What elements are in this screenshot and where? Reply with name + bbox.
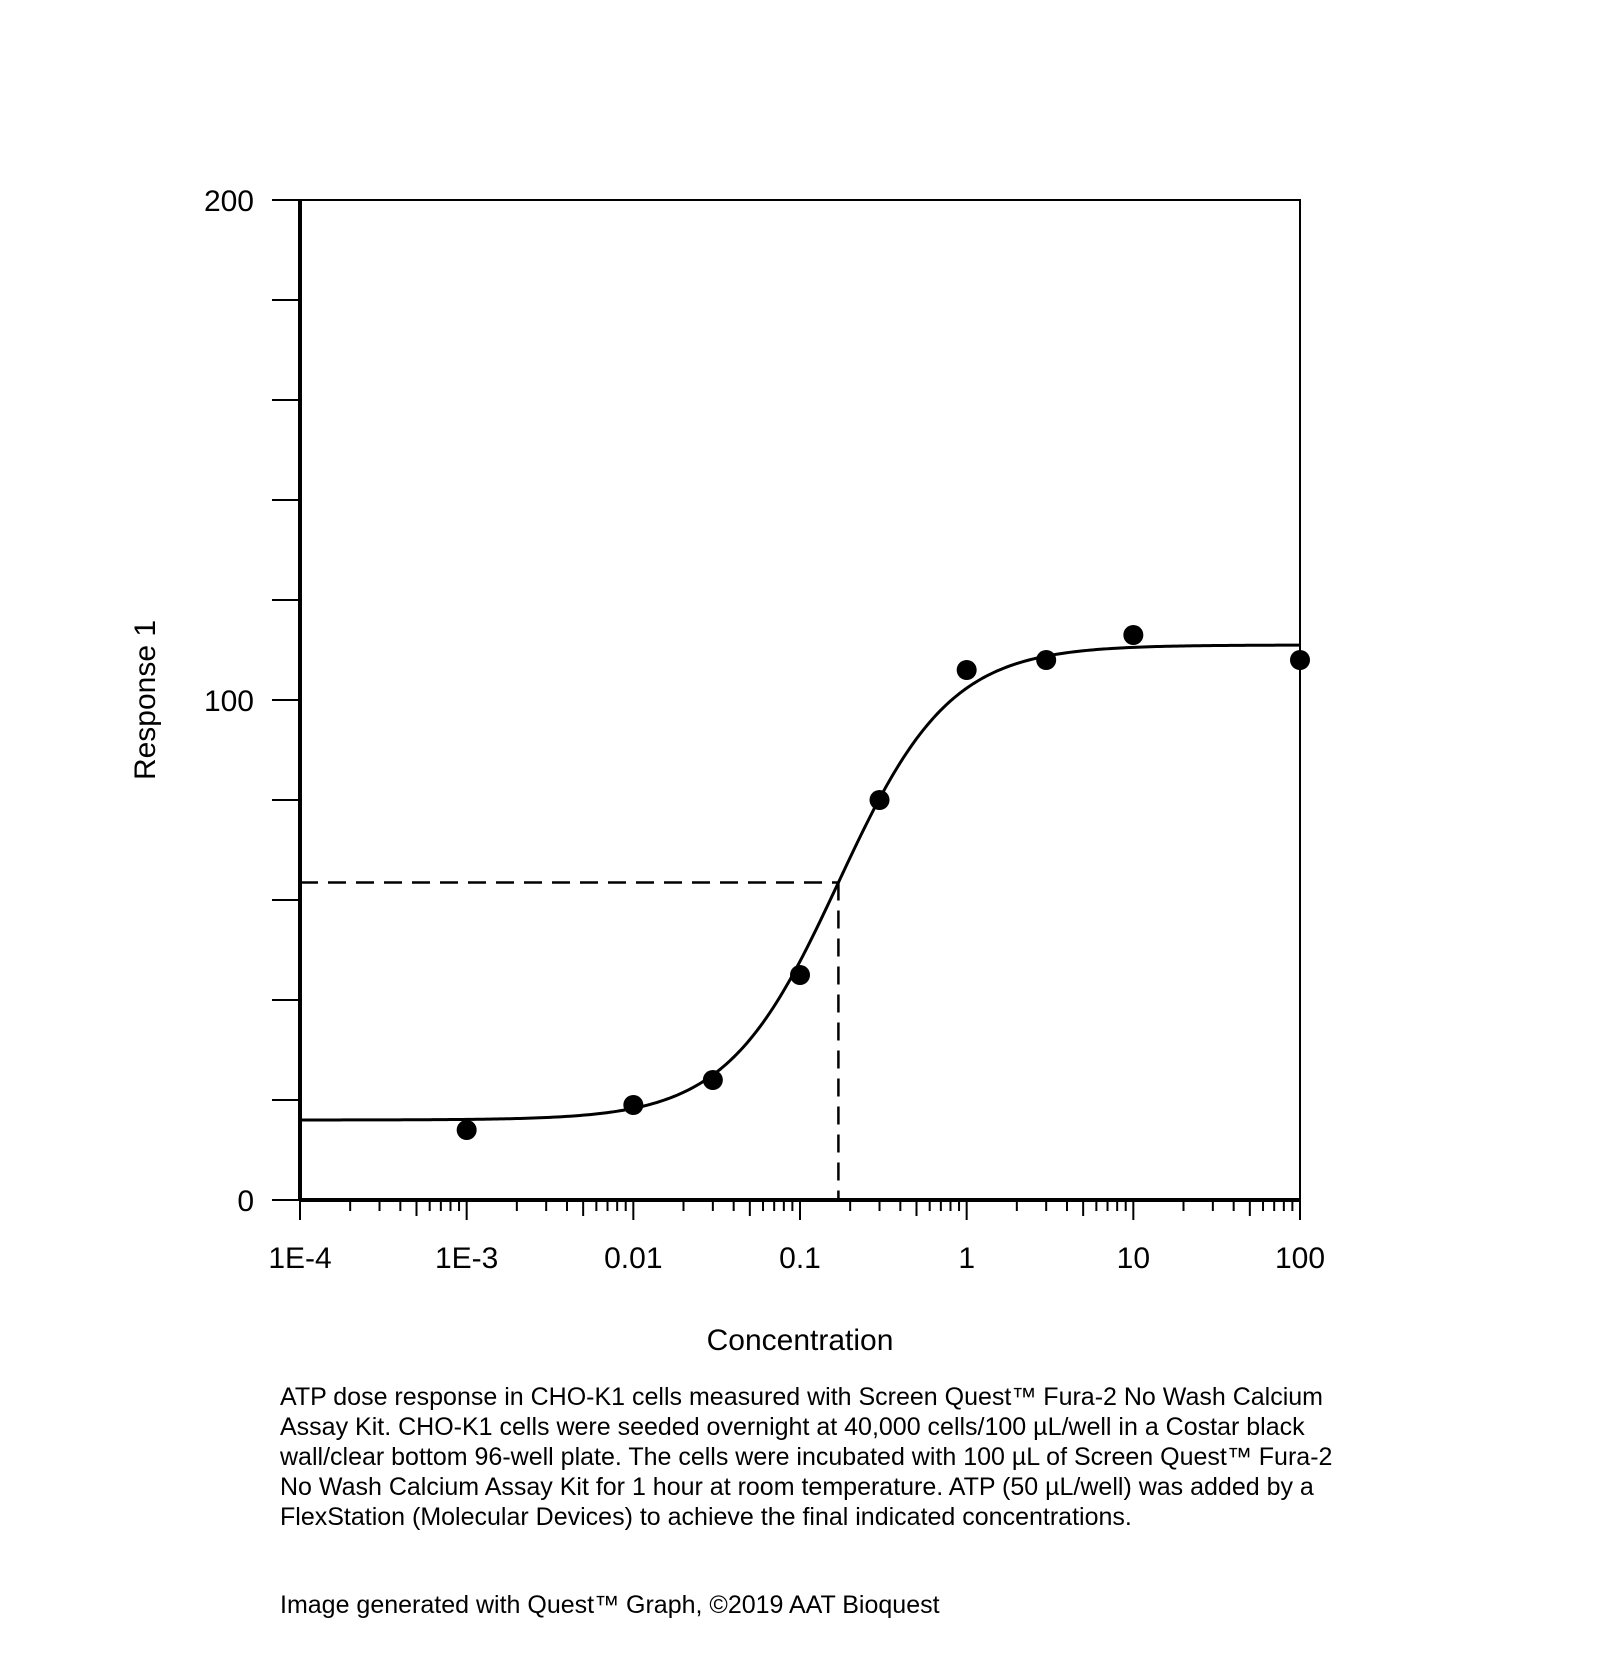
x-tick-label: 1 (958, 1242, 976, 1275)
data-point (1290, 650, 1310, 670)
y-tick-label: 100 (203, 685, 254, 718)
y-tick-label: 0 (237, 1185, 254, 1218)
x-tick-label: 10 (1116, 1242, 1151, 1275)
x-tick-label: 100 (1274, 1242, 1326, 1275)
figure-caption: ATP dose response in CHO-K1 cells measured with Screen Quest™ Fura-2 No Wash Calcium Assay Kit. CHO-K1 cells were seeded overnight at 40,000 cells/100 µL/well in a Costar black wall/clear bottom 96-well plate. The cells were incubated with 100 µL of Screen Quest™ Fura-2 No Wash Calcium Assay Kit for 1 hour at room temperature. ATP (50 µL/well) was added by a FlexStation (Molecular Devices) to achieve the final indicated concentrations. (280, 1383, 1333, 1531)
data-point (703, 1070, 723, 1090)
tick-labels (204, 185, 1325, 1275)
data-point (457, 1120, 477, 1140)
x-tick-label: 1E-3 (434, 1242, 499, 1275)
x-tick-label: 0.1 (779, 1242, 821, 1275)
y-tick-label: 200 (203, 185, 254, 218)
x-tick-label: 0.01 (604, 1242, 663, 1275)
data-point (1036, 650, 1056, 670)
data-point (870, 790, 890, 810)
axis-ticks (272, 200, 1300, 1220)
data-point (957, 660, 977, 680)
data-point (1123, 625, 1143, 645)
ec50-marker (300, 883, 838, 1201)
x-axis-title: Concentration (706, 1324, 894, 1357)
plot-frame (300, 200, 1300, 1200)
image-credit: Image generated with Quest™ Graph, ©2019 AAT Bioquest (280, 1591, 940, 1619)
y-axis-title: Response 1 (129, 619, 162, 781)
data-point (623, 1095, 643, 1115)
data-point (790, 965, 810, 985)
x-tick-label: 1E-4 (268, 1242, 332, 1275)
